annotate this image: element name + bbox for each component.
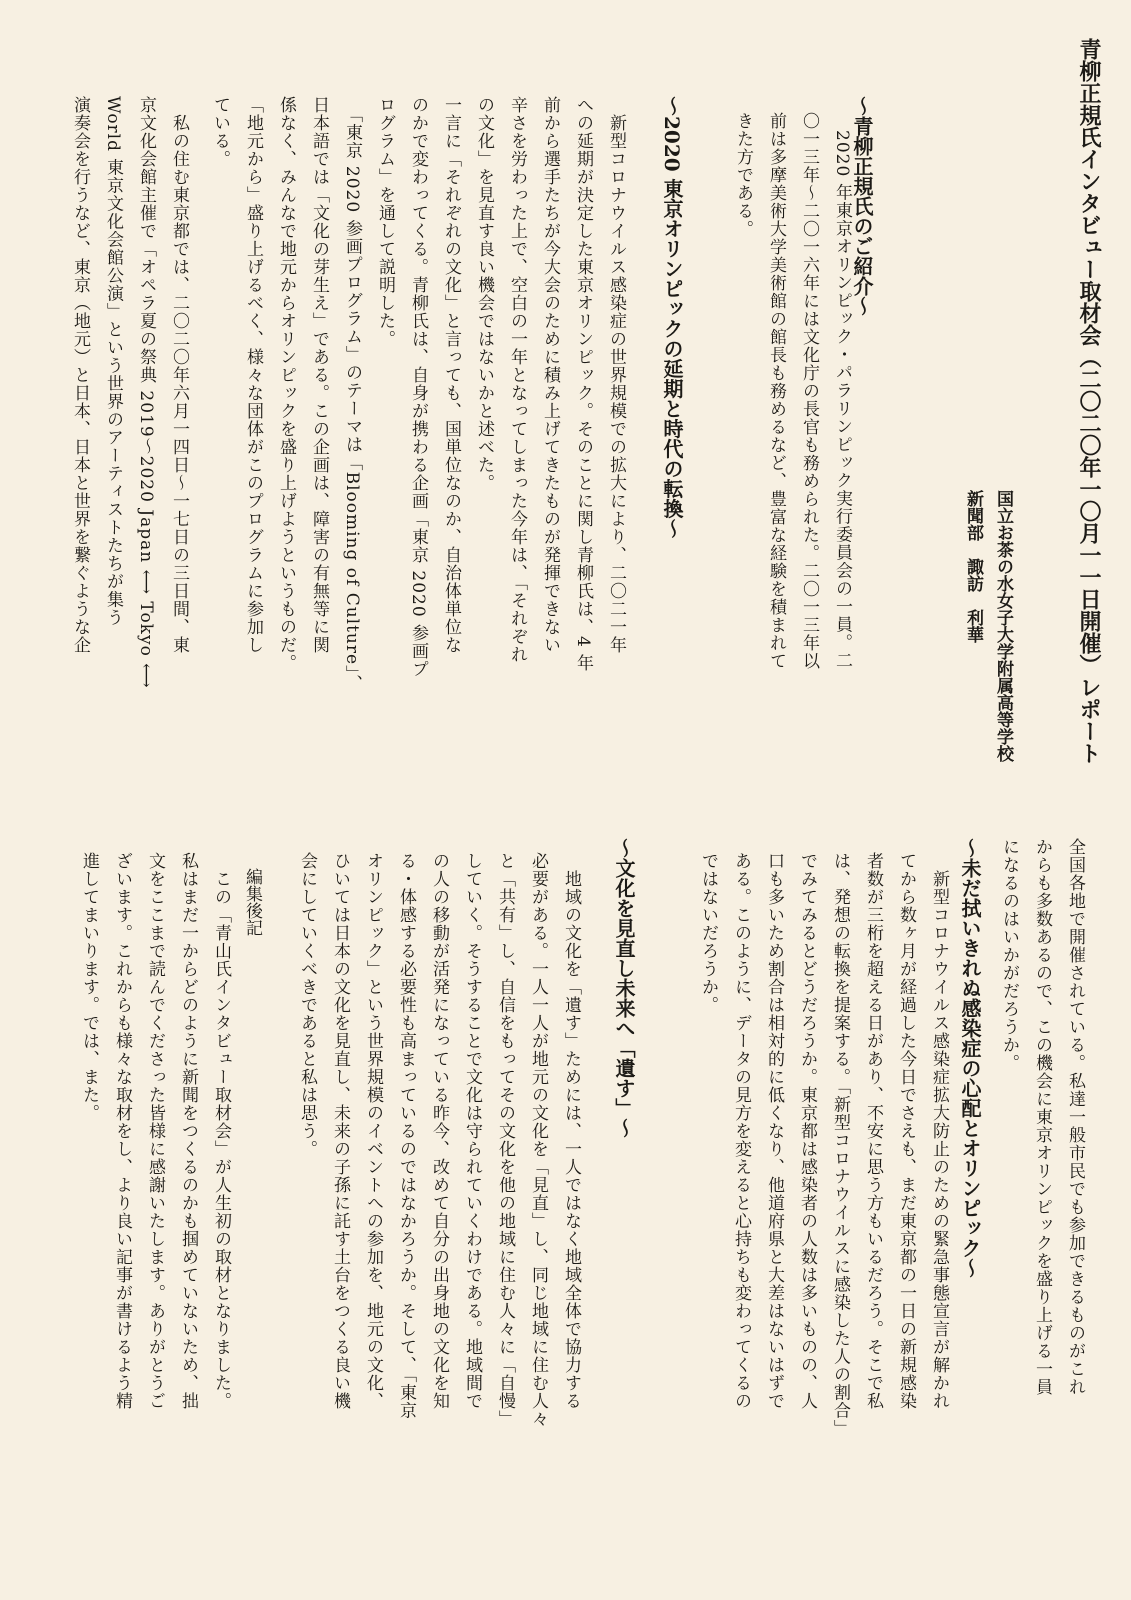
infection-body: 新型コロナウイルス感染症拡大防止のための緊急事態宣言が解かれ てから数ヶ月が経過した今日でさえも、まだ東京都の一日の新規感染 者数が三桁を超える日があり、不安に思う方もいるだろう。そこで私 は、発想の転換を提案する。「新型コロナウイルスに感染した人の割合」 でみてみるとどうだろうか。東京都は感染者の人数は多いものの、人 口も多いため割合は相対的に低くなり、他道府県と大差はないはずで ある。このように、データの見方を変えると心持ちも変わってくるの ではないだろうか。: [698, 852, 949, 1438]
culture-heading: 〜文化を見直し未来へ「遺す」〜: [612, 838, 636, 1138]
page-title: 青柳正規氏インタビュー取材会（二〇二〇年一〇月一一日開催）レポート: [1076, 38, 1102, 764]
afterword-heading: 編集後記: [242, 868, 262, 936]
byline-author: 新聞部 諏訪 利華: [963, 490, 983, 643]
byline-school: 国立お茶の水女子大学附属高等学校: [993, 490, 1013, 762]
afterword-body: この「青山氏インタビュー取材会」が人生初の取材となりました。 私はまだ一からどのように新聞をつくるのかも掴めていないため、拙 文をここまで読んでくださった皆様に感謝いたします。ありがとうご ざいます。これからも様々な取材をし、より良い記事が書けるよう精 進してまいります。では、また。: [79, 852, 231, 1410]
byline: [958, 490, 1018, 810]
culture-body: 地域の文化を「遺す」ためには、一人ではなく地域全体で協力する 必要がある。一人一人が地元の文化を「見直」し、同じ地域に住む人々 と「共有」し、自信をもってその文化を他の地域に住む人々に「自慢」 していく。そうすることで文化は守られていくわけである。地域間で の人の移動が活発になっている昨今、改めて自分の出身地の文化を知 る・体感する必要性も高まっているのではなかろうか。そして、「東京 オリンピック」という世界規模のイベントへの参加を、地元の文化、 ひいては日本の文化を見直し、未来の子孫に託す土台をつくる良い機 会にしていくべきであると私は思う。: [297, 852, 581, 1428]
postponement-body-part3: 全国各地で開催されている。私達一般市民でも参加できるものがこれ からも多数あるので、この機会に東京オリンピックを盛り上げる一員 になるのはいかがだろうか。: [999, 838, 1085, 1396]
infection-heading: 〜未だ拭いきれぬ感染症の心配とオリンピック〜: [958, 838, 982, 1278]
postponement-heading: 〜2020 東京オリンピックの延期と時代の転換〜: [660, 96, 684, 539]
intro-body: 2020 年東京オリンピック・パラリンピック実行委員会の一員。二 〇一三年〜二〇一六年には文化庁の長官も務められた。二〇一三年以 前は多摩美術大学美術館の館長も務めるなど、豊富な経験を積まれて きた方である。: [733, 112, 852, 670]
postponement-body-part2: 私の住む東京都では、二〇二〇年六月一四日〜一七日の三日間、東 京文化会館主催で「オペラ夏の祭典 2019〜2020 Japan ⟷ Tokyo ⟷ World 東京文化会館公演」という世界のアーティストたちが集う 演奏会を行うなど、東京（地元）と日本、日本と世界を繋ぐような企: [70, 96, 189, 689]
postponement-body-part1: 新型コロナウイルス感染症の世界規模での拡大により、二〇二一年 への延期が決定した東京オリンピック。そのことに関し青柳氏は、4 年 前から選手たちが今大会のために積み上げてきたものが発揮できない 辛さを労わった上で、空白の一年となってしまった今年は、「それぞれ の文化」を見直す良い機会ではないかと述べた。 一言に「それぞれの文化」と言っても、国単位なのか、自治体単位な のかで変わってくる。青柳氏は、自身が携わる企画「東京 2020 参画プ ログラム」を通して説明した。 「東京 2020 参画プログラム」のテーマは「Blooming of Culture」、 日本語では「文化の芽生え」である。この企画は、障害の有無等に関 係なく、みんなで地元からオリンピックを盛り上げようというものだ。 「地元から」盛り上げるべく、様々な団体がこのプログラムに参加し ている。: [210, 96, 626, 693]
intro-heading: 〜青柳正規氏のご紹介〜: [850, 96, 874, 316]
